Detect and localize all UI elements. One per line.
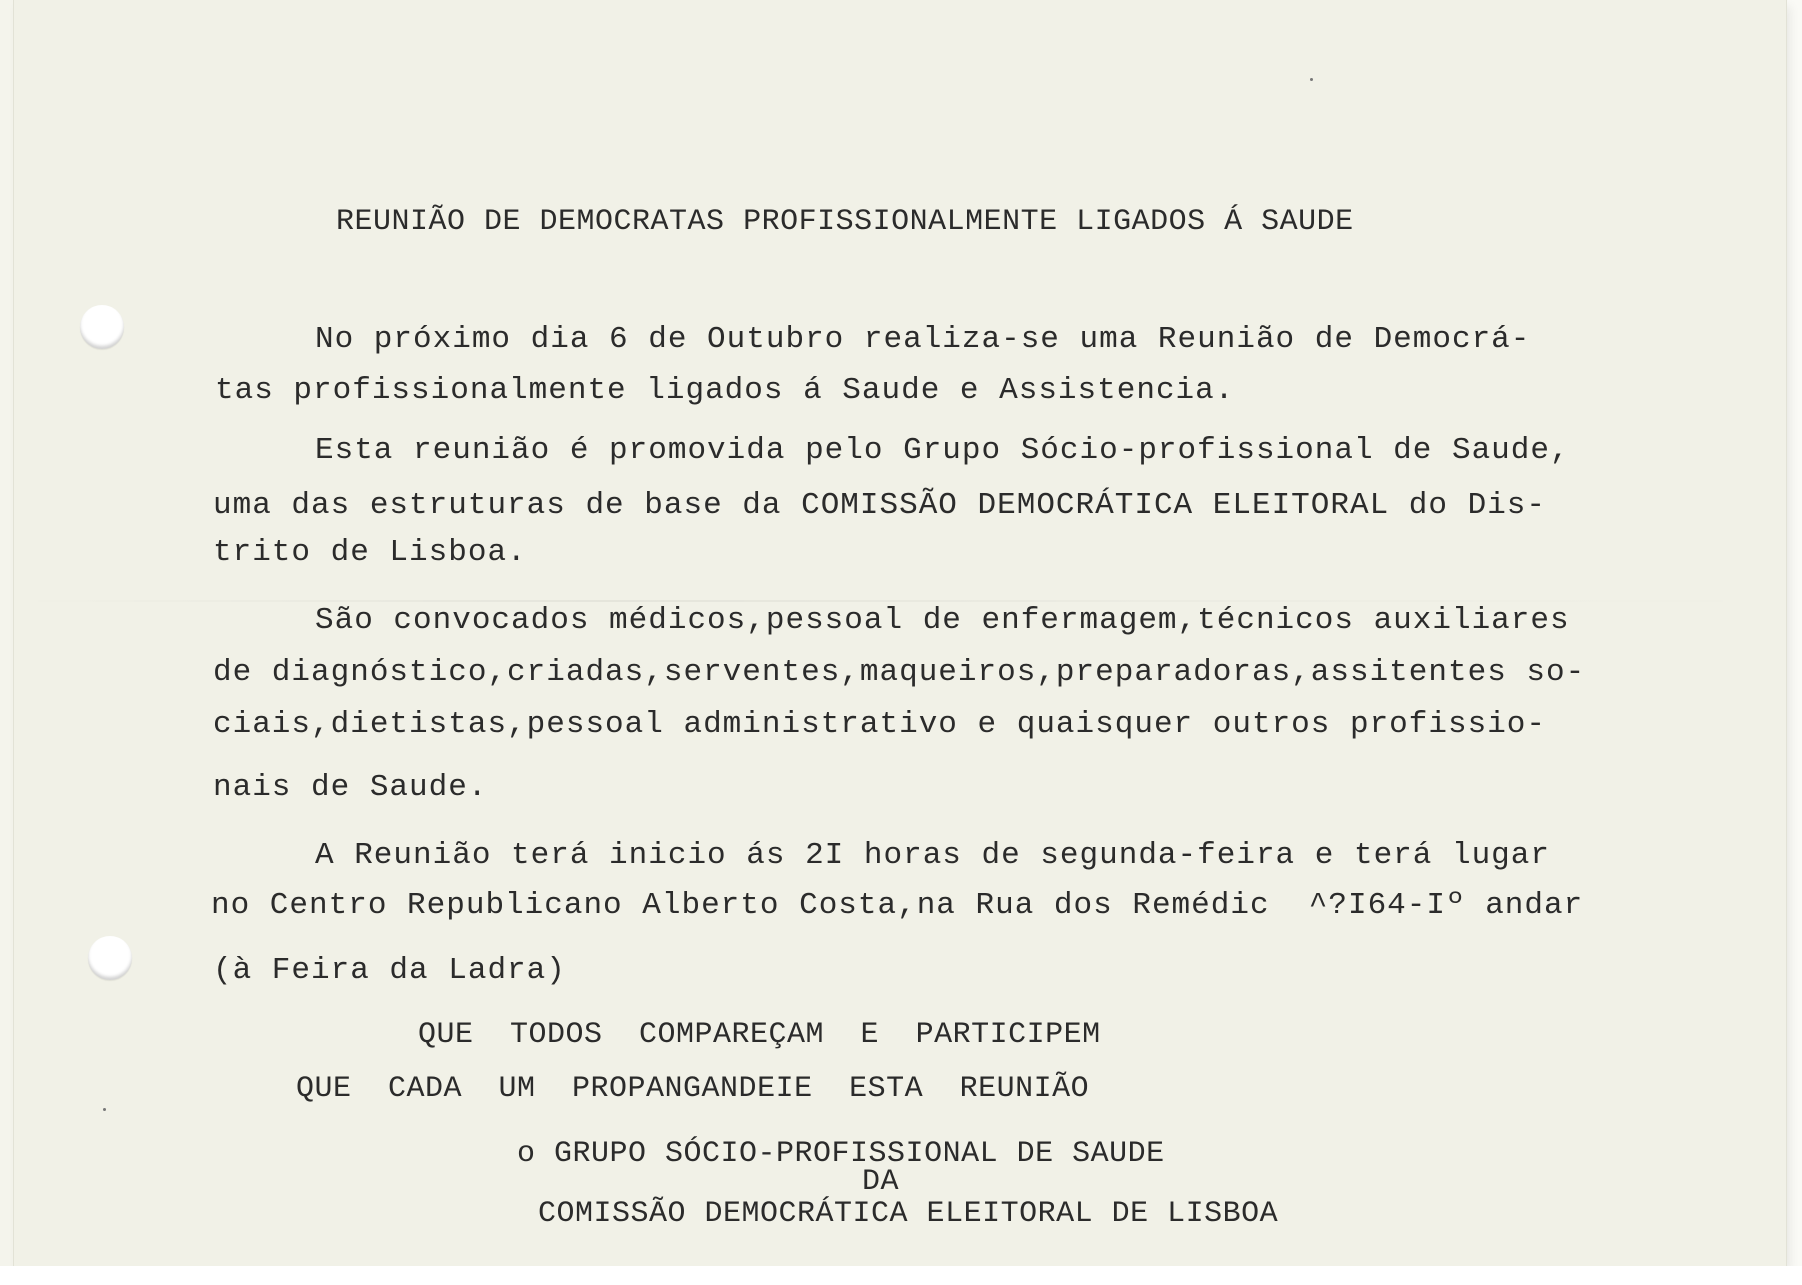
paragraph-1-line-1: No próximo dia 6 de Outubro realiza-se uma Reunião de Democrá-	[315, 322, 1531, 357]
paragraph-3-line-3: ciais,dietistas,pessoal administrativo e quaisquer outros profissio-	[213, 707, 1547, 742]
paragraph-4-line-1: A Reunião terá inicio ás 2I horas de segunda-feira e terá lugar	[315, 838, 1550, 873]
punch-hole-bottom	[88, 936, 132, 980]
paper-crease	[14, 600, 1786, 602]
call-to-action-line-1: QUE TODOS COMPAREÇAM E PARTICIPEM	[418, 1018, 1101, 1052]
paragraph-4-line-2: no Centro Republicano Alberto Costa,na Rua dos Remédic ^?I64-Iº andar	[211, 888, 1584, 923]
paragraph-3-line-2: de diagnóstico,criadas,serventes,maqueiros,preparadoras,assitentes so-	[213, 655, 1586, 690]
signature-commission: COMISSÃO DEMOCRÁTICA ELEITORAL DE LISBOA	[538, 1197, 1279, 1231]
paper-right-edge	[1786, 0, 1802, 1285]
paper-bottom-edge	[0, 1266, 1802, 1285]
paper-speck	[103, 1108, 106, 1111]
call-to-action-line-2: QUE CADA UM PROPANGANDEIE ESTA REUNIÃO	[296, 1072, 1090, 1106]
paragraph-2-line-3: trito de Lisboa.	[213, 535, 527, 570]
document-title: REUNIÃO DE DEMOCRATAS PROFISSIONALMENTE LIGADOS Á SAUDE	[336, 205, 1354, 239]
punch-hole-top	[80, 305, 124, 349]
paper-speck	[1310, 78, 1313, 81]
paragraph-3-line-1: São convocados médicos,pessoal de enfermagem,técnicos auxiliares	[315, 603, 1570, 638]
paragraph-3-line-4: nais de Saude.	[213, 770, 488, 805]
signature-da: DA	[862, 1165, 900, 1199]
paragraph-4-line-3: (à Feira da Ladra)	[213, 953, 566, 988]
paragraph-1-line-2: tas profissionalmente ligados á Saude e Assistencia.	[215, 373, 1235, 408]
paragraph-2-line-1: Esta reunião é promovida pelo Grupo Sócio-profissional de Saude,	[315, 433, 1570, 468]
signature-group: o GRUPO SÓCIO-PROFISSIONAL DE SAUDE	[517, 1137, 1165, 1171]
paragraph-2-line-2: uma das estruturas de base da COMISSÃO DEMOCRÁTICA ELEITORAL do Dis-	[213, 488, 1547, 523]
